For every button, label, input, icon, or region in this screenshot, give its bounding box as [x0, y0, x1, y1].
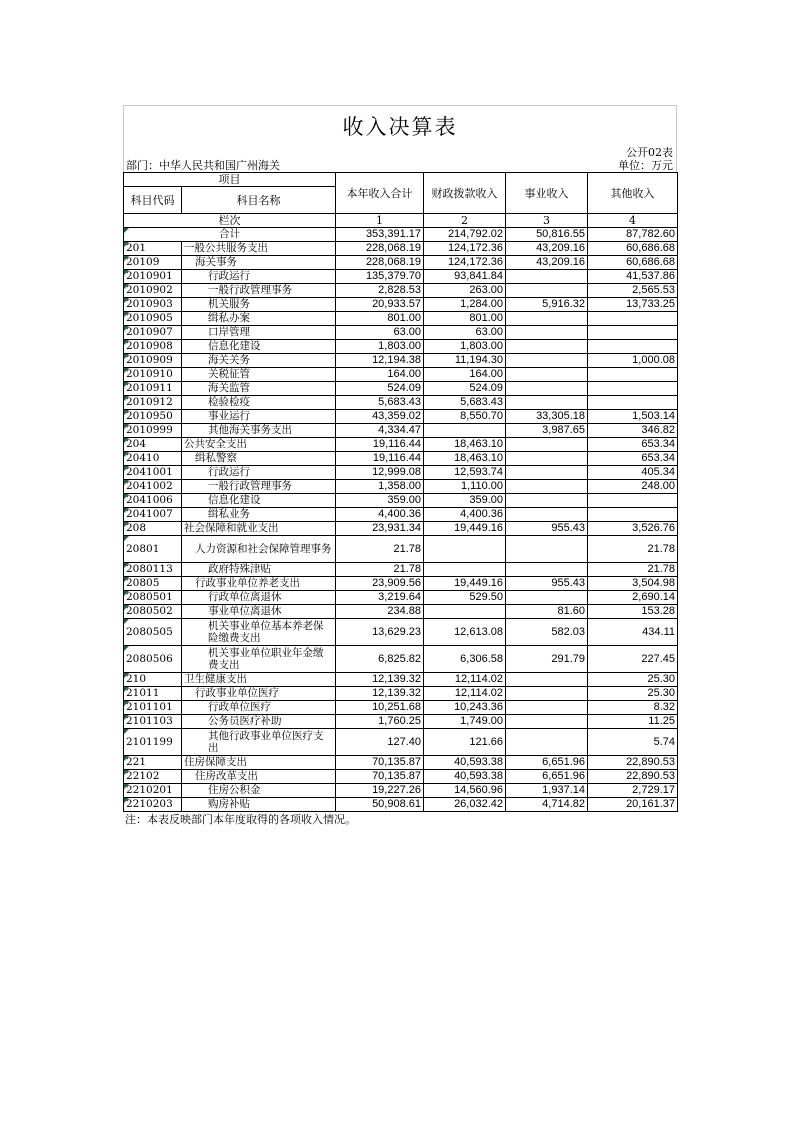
fiscal-income-cell: 12,613.08	[424, 619, 506, 646]
subject-code-cell: 21011	[124, 687, 182, 701]
table-number: 公开02表	[626, 146, 673, 159]
subject-name-cell: 政府特殊津贴	[182, 563, 336, 577]
other-income-cell: 346.82	[588, 424, 678, 438]
dept-unit-row	[123, 159, 677, 172]
subject-name-cell: 购房补贴	[182, 798, 336, 812]
table-row	[124, 591, 678, 605]
other-income-cell: 653.34	[588, 452, 678, 466]
business-income-cell	[506, 466, 588, 480]
subject-name-cell: 海关监管	[182, 382, 336, 396]
business-income-cell	[506, 563, 588, 577]
business-income-cell	[506, 396, 588, 410]
total-income-cell: 19,116.44	[336, 438, 424, 452]
table-row	[124, 424, 678, 438]
fiscal-income-cell: 524.09	[424, 382, 506, 396]
subject-code-cell: 2080505	[124, 619, 182, 646]
header-code: 科目代码	[124, 187, 182, 214]
subject-name-cell: 事业单位离退休	[182, 605, 336, 619]
fiscal-income-cell: 801.00	[424, 312, 506, 326]
business-income-cell	[506, 536, 588, 563]
other-income-cell: 21.78	[588, 536, 678, 563]
table-row	[124, 619, 678, 646]
fiscal-income-cell: 19,449.16	[424, 522, 506, 536]
business-income-cell	[506, 494, 588, 508]
subject-name-cell: 口岸管理	[182, 326, 336, 340]
total-income-cell: 2,828.53	[336, 284, 424, 298]
other-income-cell: 25.30	[588, 687, 678, 701]
subject-name-cell: 一般行政管理事务	[182, 480, 336, 494]
subject-code-cell: 2041007	[124, 508, 182, 522]
table-number-row	[123, 146, 677, 159]
fiscal-income-cell: 263.00	[424, 284, 506, 298]
business-income-cell	[506, 715, 588, 729]
subject-name-cell: 机关事业单位基本养老保险缴费支出	[182, 619, 336, 646]
subject-name-cell: 住房保障支出	[182, 756, 336, 770]
business-income-cell	[506, 326, 588, 340]
other-income-cell	[588, 494, 678, 508]
subject-name-cell: 缉私业务	[182, 508, 336, 522]
subject-name-cell: 缉私办案	[182, 312, 336, 326]
table-row	[124, 480, 678, 494]
business-income-cell: 955.43	[506, 577, 588, 591]
business-income-cell: 4,714.82	[506, 798, 588, 812]
fiscal-income-cell: 14,560.96	[424, 784, 506, 798]
other-income-cell: 2,565.53	[588, 284, 678, 298]
table-row	[124, 701, 678, 715]
business-income-cell	[506, 368, 588, 382]
table-row	[124, 256, 678, 270]
subject-name-cell: 社会保障和就业支出	[182, 522, 336, 536]
fiscal-income-cell	[424, 536, 506, 563]
subject-name-cell: 信息化建设	[182, 494, 336, 508]
other-income-cell: 434.11	[588, 619, 678, 646]
subject-code-cell: 2101103	[124, 715, 182, 729]
other-income-cell: 153.28	[588, 605, 678, 619]
subject-code-cell: 204	[124, 438, 182, 452]
business-income-cell: 1,937.14	[506, 784, 588, 798]
header-business: 事业收入	[506, 173, 588, 214]
subject-code-cell: 20801	[124, 536, 182, 563]
total-income-cell: 21.78	[336, 536, 424, 563]
fiscal-income-cell: 124,172.36	[424, 242, 506, 256]
fiscal-income-cell	[424, 605, 506, 619]
subject-name-cell: 行政单位医疗	[182, 701, 336, 715]
fiscal-income-cell: 6,306.58	[424, 646, 506, 673]
fiscal-income-cell: 18,463.10	[424, 452, 506, 466]
subject-code-cell: 2010902	[124, 284, 182, 298]
subject-code-cell: 2010905	[124, 312, 182, 326]
subject-code-cell: 2010999	[124, 424, 182, 438]
table-row	[124, 242, 678, 256]
subject-name-cell: 卫生健康支出	[182, 673, 336, 687]
subject-name-cell: 海关关务	[182, 354, 336, 368]
subject-name-cell: 检验检疫	[182, 396, 336, 410]
table-row	[124, 646, 678, 673]
business-income-cell	[506, 270, 588, 284]
fiscal-income-cell: 12,114.02	[424, 673, 506, 687]
business-income-cell	[506, 312, 588, 326]
fiscal-income-cell: 19,449.16	[424, 577, 506, 591]
table-row	[124, 508, 678, 522]
fiscal-income-cell: 11,194.30	[424, 354, 506, 368]
subject-name-cell: 机关服务	[182, 298, 336, 312]
fiscal-income-cell: 12,114.02	[424, 687, 506, 701]
other-income-cell: 41,537.86	[588, 270, 678, 284]
total-income-cell: 12,139.32	[336, 673, 424, 687]
total-income-cell: 359.00	[336, 494, 424, 508]
fiscal-income-cell: 4,400.36	[424, 508, 506, 522]
total-income-cell: 234.88	[336, 605, 424, 619]
total-income-cell: 353,391.17	[336, 228, 424, 242]
total-income-cell: 4,400.36	[336, 508, 424, 522]
total-income-cell: 19,227.26	[336, 784, 424, 798]
total-income-cell: 6,825.82	[336, 646, 424, 673]
subject-name-cell: 公共安全支出	[182, 438, 336, 452]
other-income-cell: 22,890.53	[588, 770, 678, 784]
fiscal-income-cell: 5,683.43	[424, 396, 506, 410]
subject-code-cell: 2010912	[124, 396, 182, 410]
table-row	[124, 770, 678, 784]
table-row	[124, 494, 678, 508]
fiscal-income-cell: 63.00	[424, 326, 506, 340]
subject-code-cell: 2010910	[124, 368, 182, 382]
other-income-cell: 3,526.76	[588, 522, 678, 536]
other-income-cell: 653.34	[588, 438, 678, 452]
business-income-cell: 6,651.96	[506, 756, 588, 770]
subject-code-cell: 2210203	[124, 798, 182, 812]
total-income-cell: 12,194.38	[336, 354, 424, 368]
header-seq-2: 2	[424, 214, 506, 228]
other-income-cell	[588, 508, 678, 522]
total-income-cell: 3,219.64	[336, 591, 424, 605]
total-income-cell: 20,933.57	[336, 298, 424, 312]
business-income-cell: 582.03	[506, 619, 588, 646]
header-total: 本年收入合计	[336, 173, 424, 214]
business-income-cell: 6,651.96	[506, 770, 588, 784]
other-income-cell: 2,729.17	[588, 784, 678, 798]
subject-name-cell: 人力资源和社会保障管理事务	[182, 536, 336, 563]
business-income-cell: 33,305.18	[506, 410, 588, 424]
subject-name-cell: 海关事务	[182, 256, 336, 270]
fiscal-income-cell: 359.00	[424, 494, 506, 508]
business-income-cell: 43,209.16	[506, 242, 588, 256]
subject-code-cell: 2010909	[124, 354, 182, 368]
business-income-cell: 81.60	[506, 605, 588, 619]
fiscal-income-cell: 1,110.00	[424, 480, 506, 494]
subject-name-cell: 住房改革支出	[182, 770, 336, 784]
business-income-cell	[506, 382, 588, 396]
other-income-cell	[588, 312, 678, 326]
total-income-cell: 23,931.34	[336, 522, 424, 536]
header-name: 科目名称	[182, 187, 336, 214]
total-income-cell: 21.78	[336, 563, 424, 577]
header-item: 项目	[124, 173, 336, 187]
other-income-cell: 2,690.14	[588, 591, 678, 605]
fiscal-income-cell: 93,841.84	[424, 270, 506, 284]
fiscal-income-cell: 164.00	[424, 368, 506, 382]
subject-code-cell: 2010911	[124, 382, 182, 396]
fiscal-income-cell: 121.66	[424, 729, 506, 756]
total-income-cell: 12,139.32	[336, 687, 424, 701]
table-row	[124, 340, 678, 354]
subject-code-cell: 2080501	[124, 591, 182, 605]
fiscal-income-cell: 10,243.36	[424, 701, 506, 715]
business-income-cell: 43,209.16	[506, 256, 588, 270]
other-income-cell	[588, 368, 678, 382]
other-income-cell: 20,161.37	[588, 798, 678, 812]
total-income-cell: 70,135.87	[336, 770, 424, 784]
other-income-cell: 21.78	[588, 563, 678, 577]
table-row	[124, 673, 678, 687]
total-income-cell: 50,908.61	[336, 798, 424, 812]
total-income-cell: 1,358.00	[336, 480, 424, 494]
fiscal-income-cell: 1,284.00	[424, 298, 506, 312]
table-row	[124, 228, 678, 242]
table-row	[124, 784, 678, 798]
business-income-cell	[506, 480, 588, 494]
subject-code-cell: 2080113	[124, 563, 182, 577]
unit-label: 单位：万元	[618, 159, 673, 172]
department-label: 部门：中华人民共和国广州海关	[126, 159, 280, 172]
table-row	[124, 312, 678, 326]
fiscal-income-cell: 18,463.10	[424, 438, 506, 452]
total-income-cell: 1,803.00	[336, 340, 424, 354]
other-income-cell: 5.74	[588, 729, 678, 756]
other-income-cell: 25.30	[588, 673, 678, 687]
other-income-cell	[588, 382, 678, 396]
other-income-cell	[588, 340, 678, 354]
table-row	[124, 605, 678, 619]
subject-name-cell: 关税征管	[182, 368, 336, 382]
table-row	[124, 563, 678, 577]
business-income-cell	[506, 729, 588, 756]
subject-code-cell: 2101101	[124, 701, 182, 715]
header-seq-1: 1	[336, 214, 424, 228]
other-income-cell: 60,686.68	[588, 242, 678, 256]
income-statement-sheet	[123, 105, 677, 827]
total-income-cell: 164.00	[336, 368, 424, 382]
fiscal-income-cell: 8,550.70	[424, 410, 506, 424]
total-income-cell: 524.09	[336, 382, 424, 396]
subject-name-cell: 信息化建设	[182, 340, 336, 354]
header-seq-label: 栏次	[124, 214, 336, 228]
total-income-cell: 70,135.87	[336, 756, 424, 770]
business-income-cell: 5,916.32	[506, 298, 588, 312]
other-income-cell: 3,504.98	[588, 577, 678, 591]
table-row	[124, 326, 678, 340]
table-row	[124, 756, 678, 770]
table-row	[124, 729, 678, 756]
other-income-cell	[588, 326, 678, 340]
total-income-cell: 4,334.47	[336, 424, 424, 438]
fiscal-income-cell: 529.50	[424, 591, 506, 605]
subject-code-cell: 2080506	[124, 646, 182, 673]
other-income-cell: 1,503.14	[588, 410, 678, 424]
business-income-cell: 291.79	[506, 646, 588, 673]
subject-name-cell: 行政运行	[182, 270, 336, 284]
business-income-cell	[506, 701, 588, 715]
total-income-cell: 43,359.02	[336, 410, 424, 424]
fiscal-income-cell: 214,792.02	[424, 228, 506, 242]
subject-name-cell: 行政运行	[182, 466, 336, 480]
subject-name-cell: 公务员医疗补助	[182, 715, 336, 729]
subject-name-cell: 其他行政事业单位医疗支出	[182, 729, 336, 756]
table-row	[124, 522, 678, 536]
table-row	[124, 577, 678, 591]
subject-name-cell: 一般公共服务支出	[182, 242, 336, 256]
total-income-cell: 1,760.25	[336, 715, 424, 729]
table-row	[124, 466, 678, 480]
table-row	[124, 270, 678, 284]
other-income-cell: 1,000.08	[588, 354, 678, 368]
subject-name-cell: 一般行政管理事务	[182, 284, 336, 298]
other-income-cell: 8.32	[588, 701, 678, 715]
other-income-cell: 13,733.25	[588, 298, 678, 312]
subject-code-cell: 2041006	[124, 494, 182, 508]
subject-code-cell: 20805	[124, 577, 182, 591]
subject-name-cell: 缉私警察	[182, 452, 336, 466]
subject-code-cell: 2080502	[124, 605, 182, 619]
subject-name-cell: 行政事业单位医疗	[182, 687, 336, 701]
other-income-cell: 248.00	[588, 480, 678, 494]
header-seq-3: 3	[506, 214, 588, 228]
subject-code-cell: 2010950	[124, 410, 182, 424]
fiscal-income-cell: 26,032.42	[424, 798, 506, 812]
other-income-cell: 11.25	[588, 715, 678, 729]
table-row	[124, 382, 678, 396]
table-row	[124, 368, 678, 382]
subject-code-cell: 2010901	[124, 270, 182, 284]
business-income-cell	[506, 340, 588, 354]
fiscal-income-cell	[424, 563, 506, 577]
business-income-cell	[506, 591, 588, 605]
fiscal-income-cell: 1,749.00	[424, 715, 506, 729]
total-income-cell: 19,116.44	[336, 452, 424, 466]
subject-code-cell: 208	[124, 522, 182, 536]
table-row	[124, 536, 678, 563]
subject-name-cell: 其他海关事务支出	[182, 424, 336, 438]
subject-code-cell: 20109	[124, 256, 182, 270]
report-title: 收入决算表	[123, 105, 677, 146]
total-income-cell: 228,068.19	[336, 242, 424, 256]
subject-code-cell: 2210201	[124, 784, 182, 798]
business-income-cell	[506, 508, 588, 522]
table-row	[124, 396, 678, 410]
business-income-cell	[506, 438, 588, 452]
total-income-cell: 63.00	[336, 326, 424, 340]
table-row	[124, 452, 678, 466]
other-income-cell: 405.34	[588, 466, 678, 480]
business-income-cell	[506, 673, 588, 687]
table-row	[124, 715, 678, 729]
table-row	[124, 410, 678, 424]
table-row	[124, 298, 678, 312]
table-row	[124, 438, 678, 452]
fiscal-income-cell: 1,803.00	[424, 340, 506, 354]
total-income-cell: 228,068.19	[336, 256, 424, 270]
subject-code-cell: 221	[124, 756, 182, 770]
fiscal-income-cell	[424, 424, 506, 438]
subject-code-cell: 2101199	[124, 729, 182, 756]
other-income-cell	[588, 396, 678, 410]
total-income-cell: 135,379.70	[336, 270, 424, 284]
subject-name-cell: 行政事业单位养老支出	[182, 577, 336, 591]
business-income-cell: 50,816.55	[506, 228, 588, 242]
business-income-cell	[506, 687, 588, 701]
fiscal-income-cell: 40,593.38	[424, 770, 506, 784]
business-income-cell	[506, 452, 588, 466]
subject-code-cell: 2010907	[124, 326, 182, 340]
subject-code-cell: 2010908	[124, 340, 182, 354]
total-income-cell: 23,909.56	[336, 577, 424, 591]
other-income-cell: 22,890.53	[588, 756, 678, 770]
table-row	[124, 687, 678, 701]
total-income-cell: 13,629.23	[336, 619, 424, 646]
subject-code-cell: 210	[124, 673, 182, 687]
total-row-label: 合计	[124, 228, 336, 242]
header-fiscal: 财政拨款收入	[424, 173, 506, 214]
subject-code-cell: 2041002	[124, 480, 182, 494]
subject-name-cell: 行政单位离退休	[182, 591, 336, 605]
table-note: 注：本表反映部门本年度取得的各项收入情况。	[125, 813, 356, 826]
table-row	[124, 284, 678, 298]
subject-code-cell: 22102	[124, 770, 182, 784]
subject-code-cell: 2041001	[124, 466, 182, 480]
business-income-cell	[506, 354, 588, 368]
total-income-cell: 5,683.43	[336, 396, 424, 410]
header-seq-4: 4	[588, 214, 678, 228]
fiscal-income-cell: 40,593.38	[424, 756, 506, 770]
table-row	[124, 798, 678, 812]
business-income-cell	[506, 284, 588, 298]
total-income-cell: 10,251.68	[336, 701, 424, 715]
business-income-cell: 3,987.65	[506, 424, 588, 438]
subject-name-cell: 住房公积金	[182, 784, 336, 798]
business-income-cell: 955.43	[506, 522, 588, 536]
total-income-cell: 801.00	[336, 312, 424, 326]
fiscal-income-cell: 124,172.36	[424, 256, 506, 270]
subject-code-cell: 2010903	[124, 298, 182, 312]
table-row	[124, 354, 678, 368]
income-table	[123, 172, 678, 812]
header-other: 其他收入	[588, 173, 678, 214]
subject-code-cell: 20410	[124, 452, 182, 466]
other-income-cell: 227.45	[588, 646, 678, 673]
subject-name-cell: 机关事业单位职业年金缴费支出	[182, 646, 336, 673]
fiscal-income-cell: 12,593.74	[424, 466, 506, 480]
other-income-cell: 87,782.60	[588, 228, 678, 242]
total-income-cell: 127.40	[336, 729, 424, 756]
subject-code-cell: 201	[124, 242, 182, 256]
other-income-cell: 60,686.68	[588, 256, 678, 270]
subject-name-cell: 事业运行	[182, 410, 336, 424]
total-income-cell: 12,999.08	[336, 466, 424, 480]
